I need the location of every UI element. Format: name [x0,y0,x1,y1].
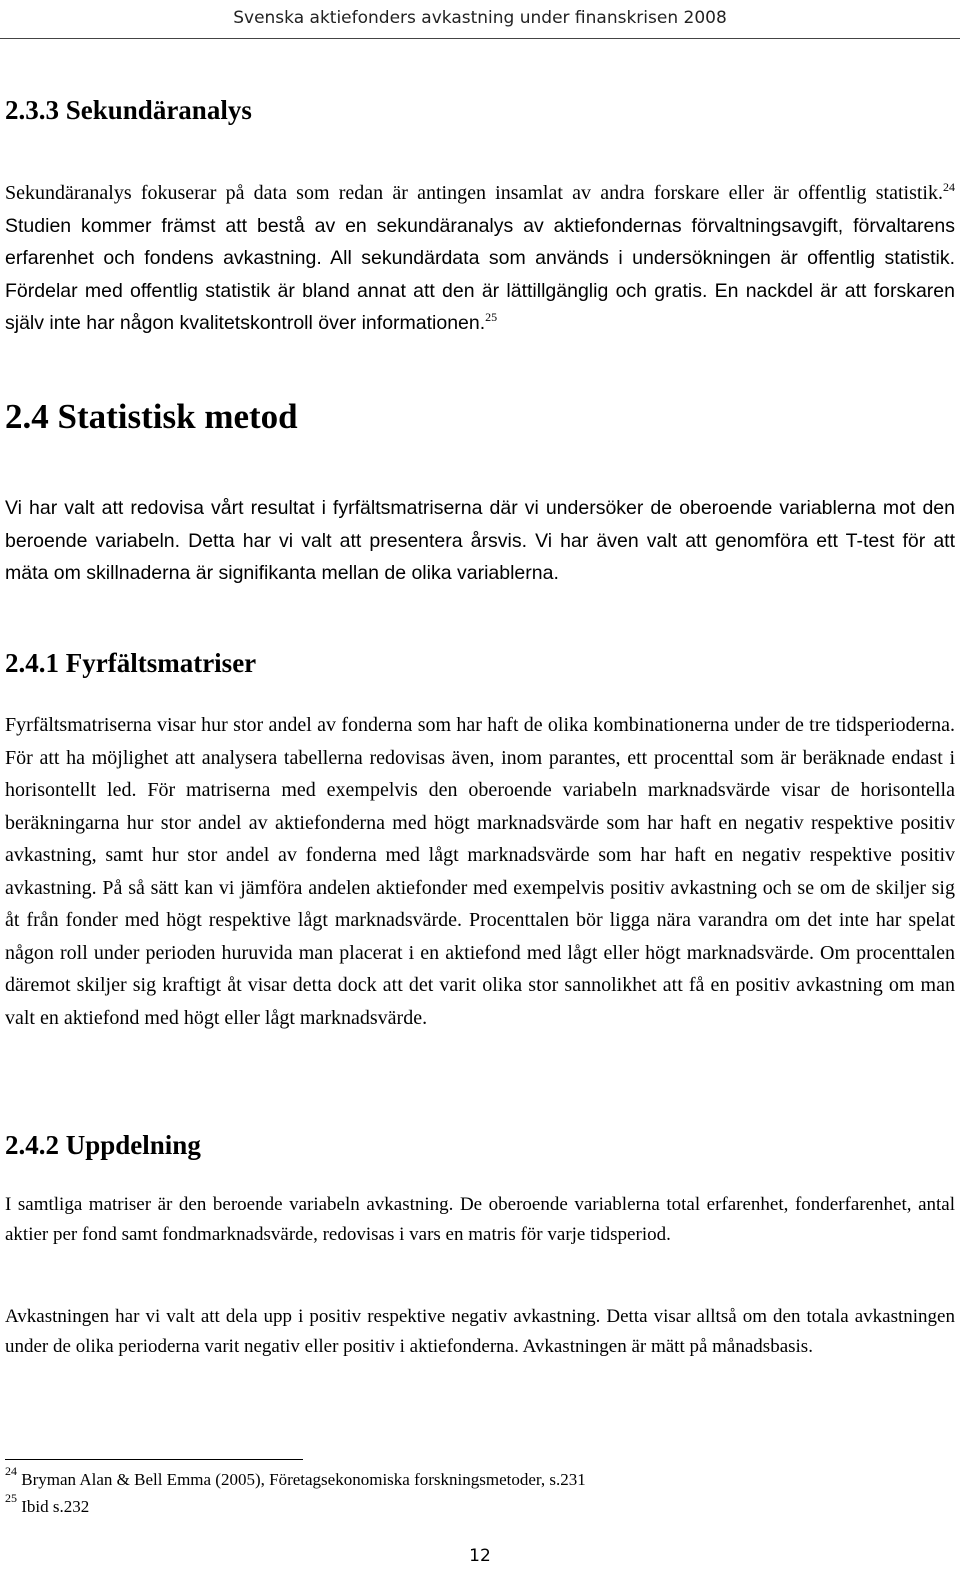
page-number: 12 [469,1546,491,1566]
heading-statistisk-metod: 2.4 Statistisk metod [5,397,298,436]
footnote-divider [5,1459,303,1460]
header-divider [0,38,960,39]
footnote-text: Ibid s.232 [21,1497,90,1516]
running-header-title: Svenska aktiefonders avkastning under finanskrisen 2008 [233,8,727,28]
footnote-24 [5,1464,586,1490]
footnote-text: Bryman Alan & Bell Emma (2005), Företagsekonomiska forskningsmetoder, s.231 [21,1470,586,1489]
heading-uppdelning: 2.4.2 Uppdelning [5,1130,201,1160]
heading-sekundaranalys: 2.3.3 Sekundäranalys [5,95,252,125]
footnote-number: 24 [5,1464,17,1478]
paragraph-statistisk-metod: Vi har valt att redovisa vårt resultat i fyrfältsmatriserna där vi undersöker de oberoende variablerna mot den beroende variabeln. Detta har vi valt att presentera årsvis. Vi har även valt att genomföra ett T-test för att mäta om skillnaderna är signifikanta mellan de olika variablerna. [5,497,955,584]
paragraph-uppdelning-2: Avkastningen har vi valt att dela upp i positiv respektive negativ avkastning. Detta visar alltså om den totala avkastningen under de olika perioderna varit negativ eller positiv i aktiefonderna. Avkastningen är mätt på månadsbasis. [5,1306,955,1357]
paragraph-sekundaranalys-part2: Studien kommer främst att bestå av en sekundäranalys av aktiefondernas förvaltningsavgift, förvaltarens erfarenhet och fondens avkastning. All sekundärdata som används i undersökningen är offentlig statistik. Fördelar med offentlig statistik är bland annat att den är lättillgänglig och gratis. En nackdel är att forskaren själv inte har någon kvalitetskontroll över informationen. [5,214,955,334]
footnote-number: 25 [5,1491,17,1505]
paragraph-uppdelning-1: I samtliga matriser är den beroende variabeln avkastning. De oberoende variablerna total erfarenhet, fonderfarenhet, antal aktier per fond samt fondmarknadsvärde, redovisas i vars en matris för varje tidsperiod. [5,1194,955,1245]
heading-fyrfaltsmatriser: 2.4.1 Fyrfältsmatriser [5,648,257,678]
paragraph-fyrfaltsmatriser: Fyrfältsmatriserna visar hur stor andel av fonderna som har haft de olika kombinationerna under de tre tidsperioderna. För att ha möjlighet att analysera tabellerna redovisas även, inom parantes, ett procenttal som är beräknade endast i horisontellt led. För matriserna med exempelvis den oberoende variabeln marknadsvärde visar de horisontella beräkningarna hur stor andel av aktiefonderna med högt marknadsvärde som har haft en negativ respektive positiv avkastning, samt hur stor andel av fonderna med lågt marknadsvärde som har haft en negativ respektive positiv avkastning. På så sätt kan vi jämföra andelen aktiefonder med exempelvis positiv avkastning och se om de skiljer sig åt från fonder med högt respektive lågt marknadsvärde. Procenttalen bör ligga nära varandra om det inte har spelat någon roll under perioden huruvida man placerat i en aktiefond med lågt eller högt marknadsvärde. Om procenttalen däremot skiljer sig kraftigt åt visar detta dock att det varit olika stor sannolikhet att få en positiv avkastning om man valt en aktiefond med högt eller lågt marknadsvärde. [5,714,955,1029]
footnote-ref-25[interactable]: 25 [485,310,498,324]
paragraph-sekundaranalys-part1: Sekundäranalys fokuserar på data som redan är antingen insamlat av andra forskare eller är offentlig statistik. [5,182,943,204]
footnote-ref-24[interactable]: 24 [943,180,955,194]
paragraph-sekundaranalys [5,177,955,340]
running-header [0,0,960,36]
footnote-25 [5,1491,90,1517]
